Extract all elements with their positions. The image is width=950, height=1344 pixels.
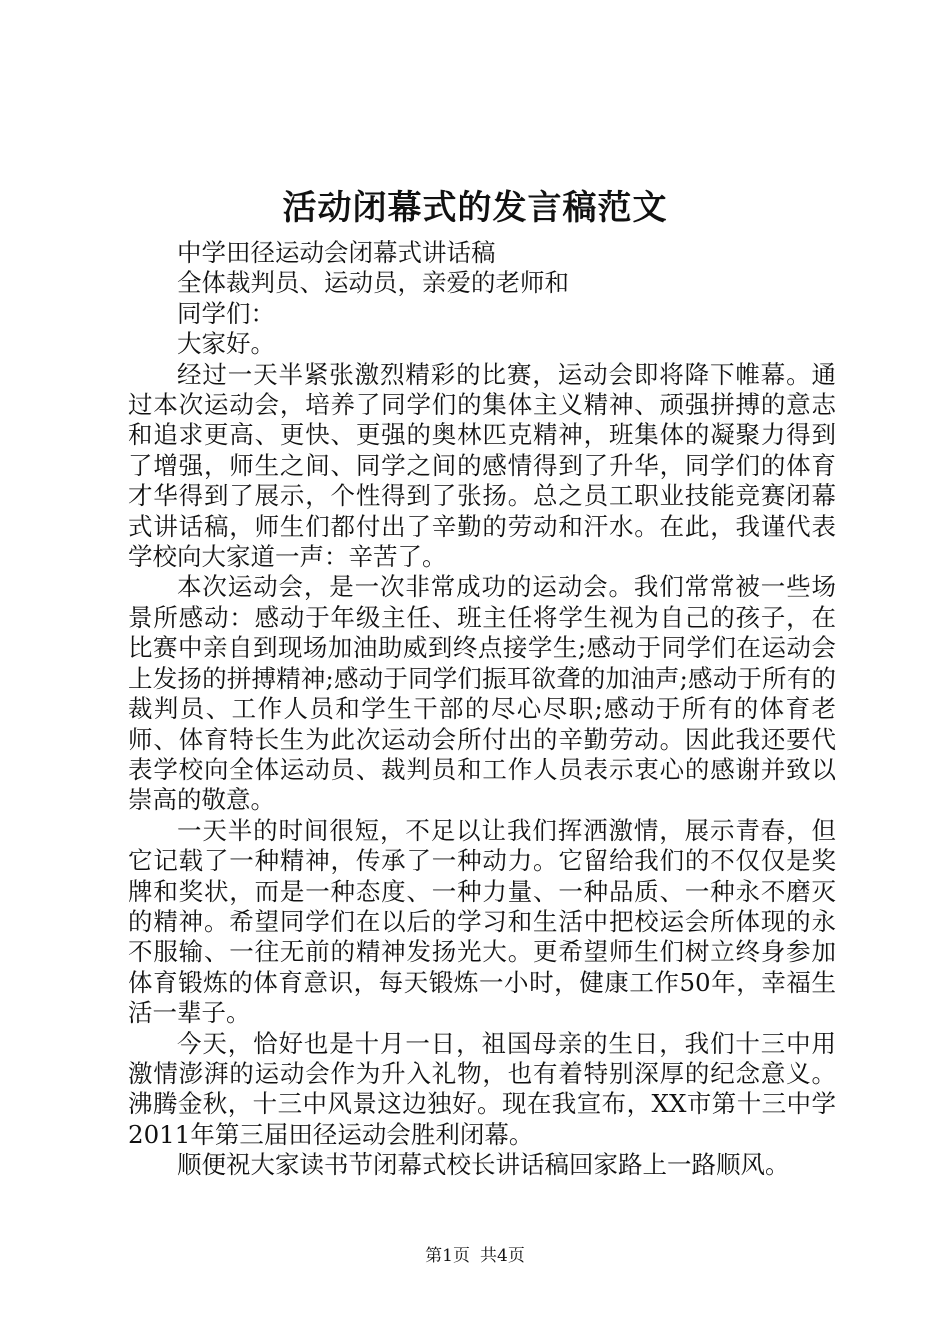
paragraph-body-2: 本次运动会，是一次非常成功的运动会。我们常常被一些场景所感动：感动于年级主任、班主任将学生视为自己的孩子，在比赛中亲自到现场加油助威到终点接学生;感动于同学们在运动会上发扬的拼搏精神;感动于同学们振耳欲聋的加油声;感动于所有的裁判员、工作人员和学生干部的尽心尽职;感动于所有的体育老师、体育特长生为此次运动会所付出的辛勤劳动。因此我还要代表学校向全体运动员、裁判员和工作人员表示衷心的感谢并致以崇高的敬意。 bbox=[128, 572, 836, 815]
paragraph-salutation-line-1: 全体裁判员、运动员，亲爱的老师和 bbox=[177, 268, 569, 298]
paragraph-body-1: 经过一天半紧张激烈精彩的比赛，运动会即将降下帷幕。通过本次运动会，培养了同学们的集体主义精神、顽强拼搏的意志和追求更高、更快、更强的奥林匹克精神，班集体的凝聚力得到了增强，师生之间、同学之间的感情得到了升华，同学们的体育才华得到了展示，个性得到了张扬。总之员工职业技能竞赛闭幕式讲话稿，师生们都付出了辛勤的劳动和汗水。在此，我谨代表学校向大家道一声：辛苦了。 bbox=[128, 359, 836, 572]
page-number: 第1页 bbox=[425, 1246, 470, 1266]
paragraph-body-3: 一天半的时间很短，不足以让我们挥洒激情，展示青春，但它记载了一种精神，传承了一种动力。它留给我们的不仅仅是奖牌和奖状，而是一种态度、一种力量、一种品质、一种永不磨灭的精神。希望同学们在以后的学习和生活中把校运会所体现的永不服输、一往无前的精神发扬光大。更希望师生们树立终身参加体育锻炼的体育意识，每天锻炼一小时，健康工作50年，幸福生活一辈子。 bbox=[128, 815, 836, 1028]
page-footer bbox=[0, 1244, 950, 1268]
document-body bbox=[128, 238, 836, 1181]
document-title: 活动闭幕式的发言稿范文 bbox=[282, 188, 668, 228]
paragraph-greeting: 大家好。 bbox=[177, 329, 275, 359]
paragraph-subtitle: 中学田径运动会闭幕式讲话稿 bbox=[177, 238, 496, 267]
paragraph-closing: 顺便祝大家读书节闭幕式校长讲话稿回家路上一路顺风。 bbox=[177, 1150, 790, 1180]
page-total: 共4页 bbox=[480, 1246, 525, 1266]
paragraph-body-4: 今天，恰好也是十月一日，祖国母亲的生日，我们十三中用激情澎湃的运动会作为升入礼物，也有着特别深厚的纪念意义。沸腾金秋，十三中风景这边独好。现在我宣布，XX市第十三中学2011年第三届田径运动会胜利闭幕。 bbox=[128, 1028, 836, 1149]
paragraph-salutation-line-2: 同学们： bbox=[177, 298, 275, 328]
